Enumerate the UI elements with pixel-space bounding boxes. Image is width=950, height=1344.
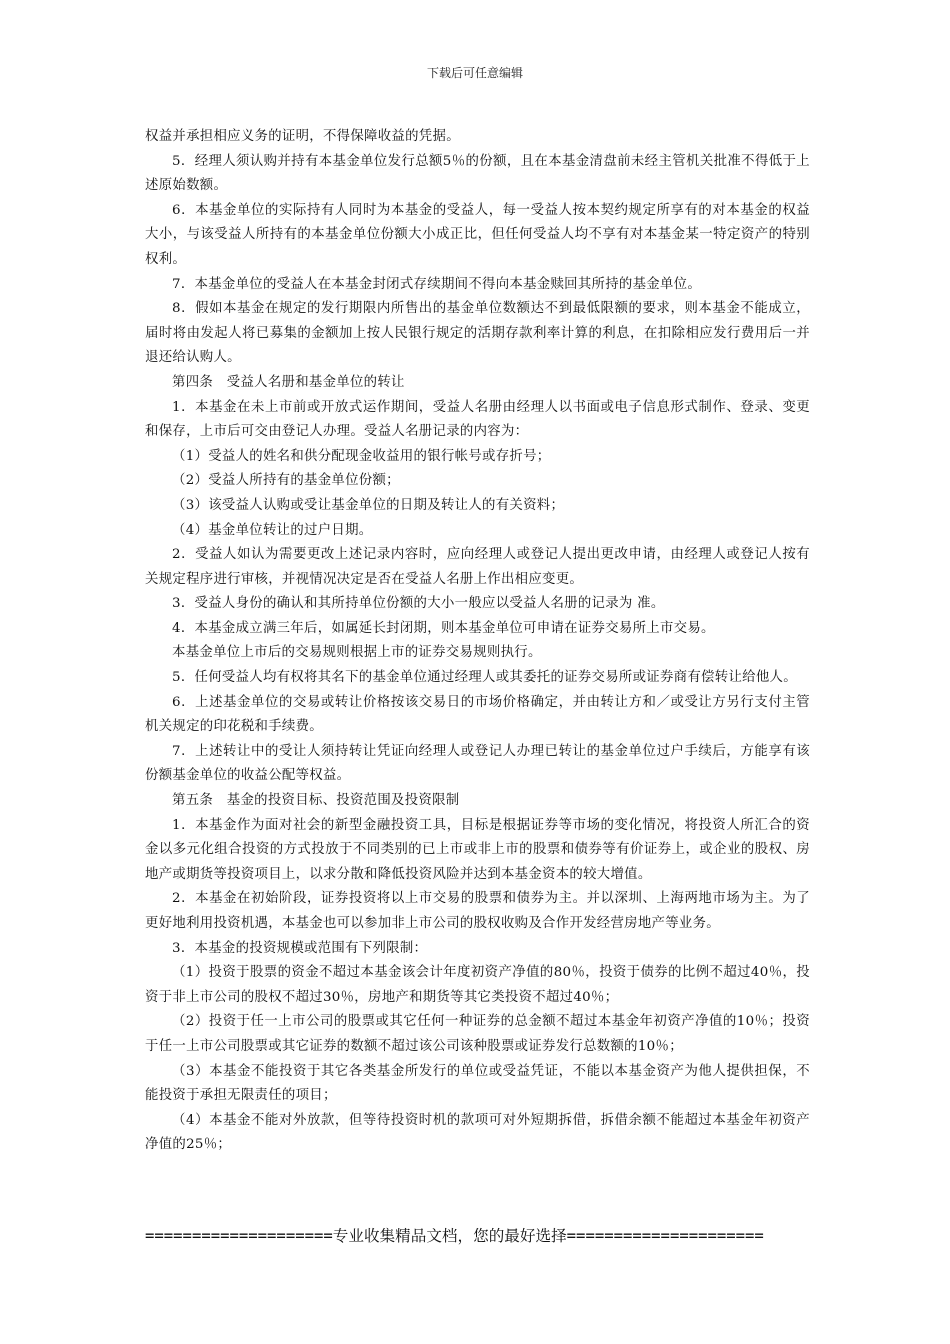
list-item: （2）投资于任一上市公司的股票或其它任何一种证券的总金额不超过本基金年初资产净值的10％；投资于任一上市公司股票或其它证券的数额不超过该公司该种股票或证券发行总数额的10％； [145, 1014, 810, 1054]
paragraph: 4．本基金成立满三年后，如属延长封闭期，则本基金单位可申请在证券交易所上市交易。 [172, 620, 715, 636]
paragraph: 1．本基金在未上市前或开放式运作期间，受益人名册由经理人以书面或电子信息形式制作、登录、变更和保存，上市后可交由登记人办理。受益人名册记录的内容为： [145, 399, 810, 440]
paragraph: 权益并承担相应义务的证明，不得保障收益的凭据。 [145, 129, 460, 144]
paragraph: 6．本基金单位的实际持有人同时为本基金的受益人，每一受益人按本契约规定所享有的对本基金的权益大小，与该受益人所持有的本基金单位份额大小成正比，但任何受益人均不享有对本基金某一特定资产的特别权利。 [145, 202, 810, 267]
paragraph: 5．经理人须认购并持有本基金单位发行总额5％的份额，且在本基金清盘前未经主管机关批准不得低于上述原始数额。 [145, 153, 810, 194]
section-heading: 第五条 基金的投资目标、投资范围及投资限制 [172, 793, 460, 809]
paragraph: 本基金单位上市后的交易规则根据上市的证券交易规则执行。 [172, 645, 542, 661]
page-footer: ====================专业收集精品文档，您的最好选择===================== [145, 1227, 764, 1245]
document-body [145, 125, 810, 1158]
list-item: （3）该受益人认购或受让基金单位的日期及转让人的有关资料； [172, 497, 565, 513]
paragraph: 1．本基金作为面对社会的新型金融投资工具，目标是根据证券等市场的变化情况，将投资人所汇合的资金以多元化组合投资的方式投放于不同类别的已上市或非上市的股票和债券等有价证券上，或企业的股权、房地产或期货等投资项目上，以求分散和降低投资风险并达到本基金资本的较大增值。 [145, 817, 810, 882]
paragraph: 8．假如本基金在规定的发行期限内所售出的基金单位数额达不到最低限额的要求，则本基金不能成立，届时将由发起人将已募集的金额加上按人民银行规定的活期存款利率计算的利息，在扣除相应发行费用后一并退还给认购人。 [145, 301, 810, 366]
paragraph: 6．上述基金单位的交易或转让价格按该交易日的市场价格确定，并由转让方和／或受让方另行支付主管机关规定的印花税和手续费。 [145, 694, 810, 735]
paragraph: 3．本基金的投资规模或范围有下列限制： [172, 940, 428, 956]
list-item: （4）基金单位转让的过户日期。 [172, 522, 373, 538]
paragraph: 7．上述转让中的受让人须持转让凭证向经理人或登记人办理已转让的基金单位过户手续后，方能享有该份额基金单位的收益公配等权益。 [145, 743, 810, 784]
paragraph: 5．任何受益人均有权将其名下的基金单位通过经理人或其委托的证券交易所或证券商有偿转让给他人。 [172, 670, 797, 686]
paragraph: 3．受益人身份的确认和其所持单位份额的大小一般应以受益人名册的记录为 准。 [172, 596, 665, 612]
list-item: （4）本基金不能对外放款，但等待投资时机的款项可对外短期拆借，拆借余额不能超过本基金年初资产净值的25％； [145, 1112, 810, 1153]
list-item: （3）本基金不能投资于其它各类基金所发行的单位或受益凭证，不能以本基金资产为他人提供担保，不能投资于承担无限责任的项目； [145, 1063, 810, 1104]
paragraph: 2．本基金在初始阶段，证券投资将以上市交易的股票和债券为主。并以深圳、上海两地市场为主。为了更好地利用投资机遇，本基金也可以参加非上市公司的股权收购及合作开发经营房地产等业务。 [145, 891, 810, 931]
paragraph: 2．受益人如认为需要更改上述记录内容时，应向经理人或登记人提出更改申请，由经理人或登记人按有关规定程序进行审核，并视情况决定是否在受益人名册上作出相应变更。 [145, 547, 810, 587]
section-heading: 第四条 受益人名册和基金单位的转让 [172, 374, 405, 390]
list-item: （2）受益人所持有的基金单位份额； [172, 473, 400, 489]
list-item: （1）受益人的姓名和供分配现金收益用的银行帐号或存折号； [172, 448, 551, 464]
list-item: （1）投资于股票的资金不超过本基金该会计年度初资产净值的80％，投资于债券的比例不超过40％，投资于非上市公司的股权不超过30％，房地产和期货等其它类投资不超过40％； [145, 965, 810, 1005]
paragraph: 7．本基金单位的受益人在本基金封闭式存续期间不得向本基金赎回其所持的基金单位。 [172, 276, 702, 292]
page-header: 下载后可任意编辑 [426, 66, 523, 80]
